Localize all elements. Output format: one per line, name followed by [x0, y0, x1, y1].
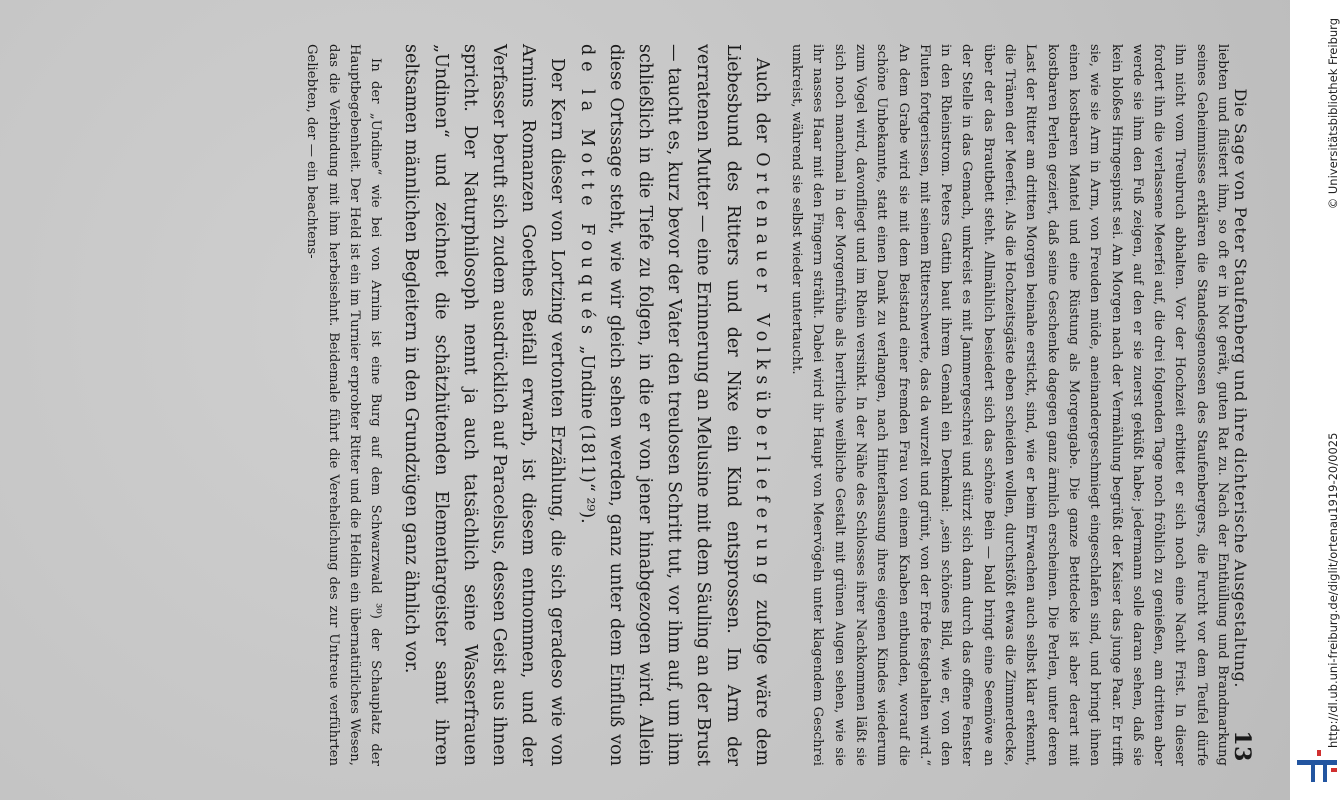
para2-lead: Auch der [751, 58, 772, 143]
library-logo-icon [1295, 748, 1339, 784]
sidebar-caption [1308, 18, 1340, 748]
copyright-notice: © Universitätsbibliothek Freiburg [1326, 18, 1340, 210]
paragraph-4 [301, 36, 386, 766]
rotated-text-block [65, 36, 1255, 766]
para4-text: In der „Undine“ wie bei von Arnim ist eine Burg auf dem Schwarzwald ³⁰) der Schauplatz der Hauptbegebenheit. Der Held ist ein im Turnier erprobter Ritter und die Heldin ein übernatürliches Wesen, das die Verbindung mit ihm herbeisehnt. Beidemale führt die Verehelichung des zur Untreue verführten Geliebten, der — ein beachtens- [304, 44, 384, 766]
para2-rest: zufolge wäre dem Liebesbund des Ritters und der Nixe ein Kind entsprossen. Im Arm der verratenen Mutter — eine Erinnerung an Melusine mit dem Säuling an der Brust — taucht es, kurz bevor der Vater den treulosen Schritt tut, vor ihm auf, um ihm schließlich in die Tiefe zu folgen, in die er von jener hinabgezogen wird. Allein diese Ortssage steht, wie wir gleich sehen werden, ganz unter dem Einfluß von [605, 44, 772, 766]
running-header [1229, 36, 1255, 766]
para2-spaced-2: de la Motte Fouqués [576, 44, 597, 340]
page-title: Die Sage von Peter Staufenberg und ihre dichterische Ausgestaltung. [1231, 88, 1250, 688]
paragraph-2 [571, 36, 775, 766]
paragraph-1: liebten und flüstert ihm, so oft er in Not gerät, guten Rat zu. Nach der Enthüllung und Brandmarkung seines Geheimnisses erklären die Standesgenossen des Staufenbergers, die Furcht vor dem Teufel dürfe ihn nicht vom Treubruch abhalten. Vor der Hochzeit erbittet er sich noch eine Nacht Frist. In dieser fordert ihn die verlassene Meerfei auf, die drei folgenden Tage noch fröhlich zu genießen, am dritten aber werde sie ihm den Fuß zeigen, auf den er sie zuerst geküßt habe; jedermann solle daran sehen, daß sie kein bloßes Hirngespinst sei. Am Morgen nach der Vermählung begrüßt der Kaiser das junge Paar. Er trifft sie, wie sie Arm in Arm, von Freuden müde, aneinandergeschmiegt eingeschlafen sind, und bringt ihnen einen kostbaren Mantel und eine Rüstung als Morgengabe. Die ganze Bettdecke ist aber derart mit kostbaren Perlen geziert, daß seine Geschenke dagegen ganz ärmlich erscheinen. Die Perlen, unter deren Last der Ritter am dritten Morgen beinahe erstickt, sind, wie er beim Erwachen auch selbst klar erkennt, die Tränen der Meerfei. Als die Hochzeitsgäste eben scheiden wollen, durchstößt etwas die Zimmerdecke, über der das Brautbett steht. Allmählich besiedert sich das schöne Bein — bald bringt eine Seemöwe an der Stelle in das Gemach, umkreist es mit Jammergeschrei und stürzt sich dann durch das offene Fenster in den Rheinstrom. Peters Gattin baut ihrem Gemahl ein Denkmal: „sein schönes Bild, wie er, von den Fluten fortgerissen, mit seinem Ritterschwerte, das da wurzelt und grünt, von der Erde festgehalten wird.“ An dem Grabe wird sie mit dem Beistand einer fremden Frau von einem Knaben entbunden, worauf die schöne Unbekannte, statt einen Dank zu verlangen, nach Hinterlassung ihres eigenen Kindes wiederum zum Vogel wird, davonfliegt und im Rhein versinkt. In der Nähe des Schlosses ihrer Nachkommen läßt sie sich noch manchmal in der Morgenfrühe als herrliche weibliche Gestalt mit grünen Augen sehen, wie sie ihr nasses Haar mit den Fingern strählt. Dabei wird ihr Haupt von Meervögeln unter klagendem Geschrei umkreist, während sie selbst wieder untertaucht. [789, 44, 1230, 766]
page-number: 13 [1229, 730, 1255, 762]
source-url-link[interactable]: http://dl.ub.uni-freiburg.de/diglit/ortenau1919-20/0025 [1326, 432, 1340, 748]
para2-spaced-1: Ortenauer Volksüberlieferung [751, 152, 772, 591]
paragraph-3 [396, 36, 571, 766]
para2-end: „Undine (1811)“ ²⁹). [576, 345, 597, 524]
para3-text: Der Kern dieser von Lortzing vertonten Erzählung, die sich geradeso wie von Arnims Romanzen Goethes Beifall erwarb, ist diesem entnommen, und der Verfasser beruft sich zudem ausdrücklich auf Paracelsus, dessen Geist aus ihnen spricht. Der Naturphilosoph nennt ja auch tatsächlich seine Wasserfrauen „Undinen“ und zeichnet die schätzhütenden Elementargeister samt ihren seltsamen männlichen Begleitern in den Grundzügen ganz ähnlich vor. [401, 44, 568, 766]
